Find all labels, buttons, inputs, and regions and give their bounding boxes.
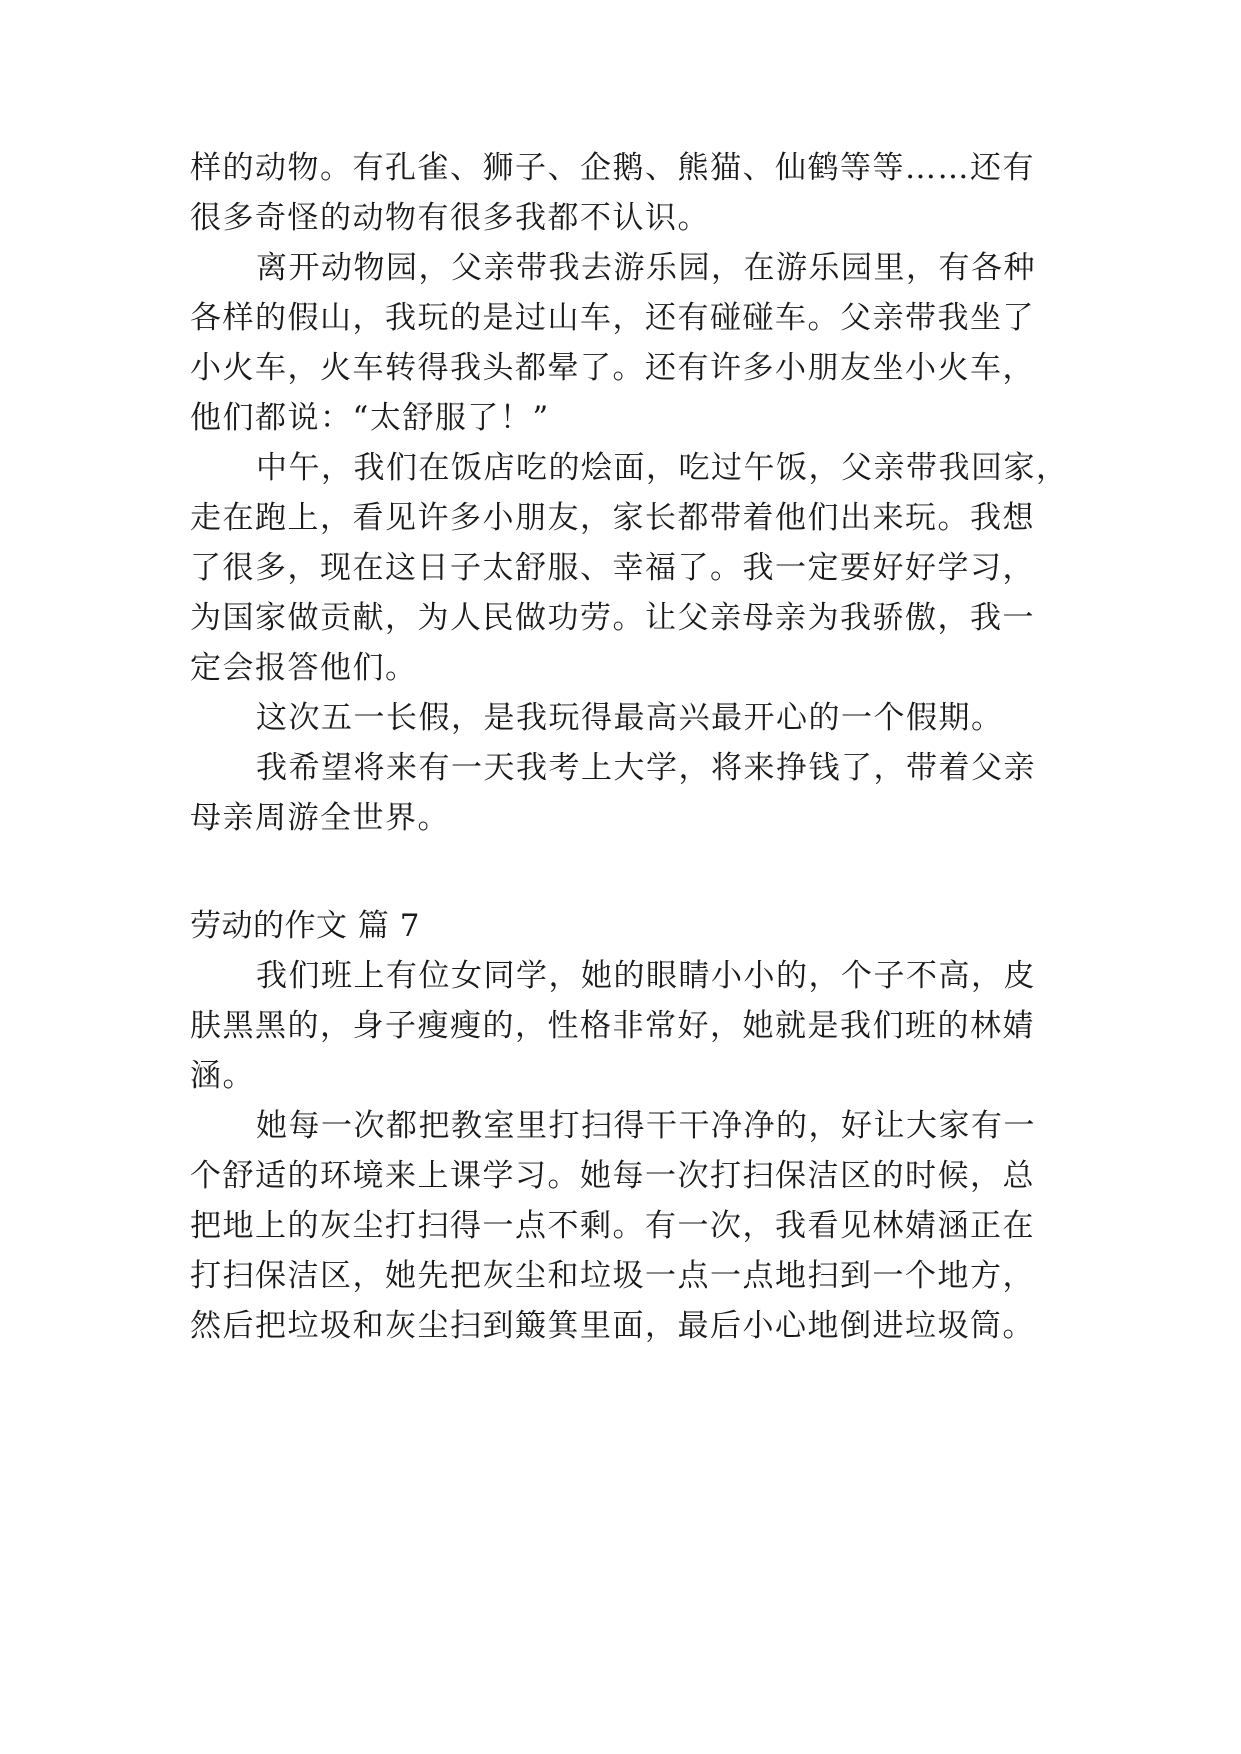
text-line: 了很多，现在这日子太舒服、幸福了。我一定要好好学习， [190,550,1035,586]
text-line: 为国家做贡献，为人民做功劳。让父亲母亲为我骄傲，我一 [190,600,1035,636]
section-heading: 劳动的作文 篇 7 [190,908,420,944]
text-line: 这次五一长假，是我玩得最高兴最开心的一个假期。 [256,700,1004,736]
text-line: 她每一次都把教室里打扫得干干净净的，好让大家有一 [256,1108,1036,1144]
text-line: 我希望将来有一天我考上大学，将来挣钱了，带着父亲 [256,750,1036,786]
text-line: 我们班上有位女同学，她的眼睛小小的，个子不高，皮 [256,958,1036,994]
text-line: 样的动物。有孔雀、狮子、企鹅、熊猫、仙鹤等等……还有 [190,150,1035,186]
text-line: 个舒适的环境来上课学习。她每一次打扫保洁区的时候，总 [190,1158,1035,1194]
text-line: 涵。 [190,1058,255,1094]
text-line: 母亲周游全世界。 [190,800,450,836]
text-line: 各样的假山，我玩的是过山车，还有碰碰车。父亲带我坐了 [190,300,1035,336]
text-line: 中午，我们在饭店吃的烩面，吃过午饭，父亲带我回家， [256,450,1069,486]
text-line: 离开动物园，父亲带我去游乐园，在游乐园里，有各种 [256,250,1036,286]
text-line: 他们都说：“太舒服了！” [190,400,550,436]
text-line: 肤黑黑的，身子瘦瘦的，性格非常好，她就是我们班的林婧 [190,1008,1035,1044]
text-line: 小火车，火车转得我头都晕了。还有许多小朋友坐小火车， [190,350,1035,386]
text-line: 把地上的灰尘打扫得一点不剩。有一次，我看见林婧涵正在 [190,1208,1035,1244]
text-line: 打扫保洁区，她先把灰尘和垃圾一点一点地扫到一个地方， [190,1258,1035,1294]
text-line: 很多奇怪的动物有很多我都不认识。 [190,200,710,236]
text-line: 然后把垃圾和灰尘扫到簸箕里面，最后小心地倒进垃圾筒。 [190,1308,1035,1344]
text-line: 定会报答他们。 [190,650,418,686]
text-line: 走在跑上，看见许多小朋友，家长都带着他们出来玩。我想 [190,500,1035,536]
